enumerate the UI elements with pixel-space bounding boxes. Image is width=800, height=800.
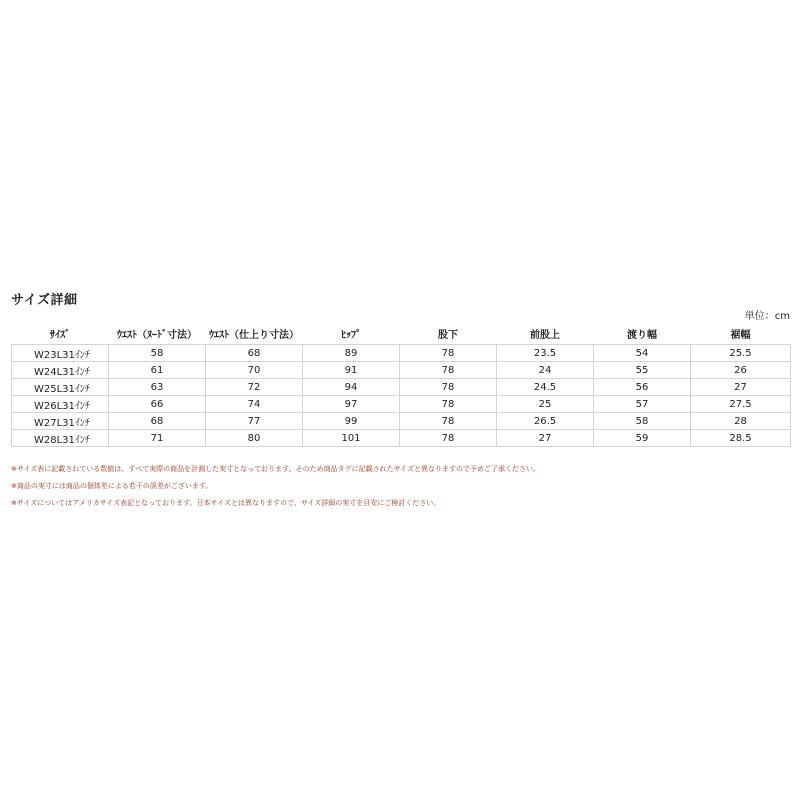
header-hem-width: 裾幅: [730, 329, 751, 341]
table-cell: 63: [109, 379, 206, 396]
table-cell: 78: [400, 396, 497, 413]
table-cell: W28L31ｲﾝﾁ: [12, 430, 109, 447]
table-cell: 59: [594, 430, 691, 447]
table-cell: 91: [303, 362, 400, 379]
table-cell: 68: [206, 345, 303, 362]
table-cell: 74: [206, 396, 303, 413]
table-row: [12, 430, 791, 447]
header-thigh-width: 渡り幅: [627, 329, 657, 341]
table-cell: W23L31ｲﾝﾁ: [12, 345, 109, 362]
table-cell: W25L31ｲﾝﾁ: [12, 379, 109, 396]
table-cell: 28.5: [691, 430, 791, 447]
notes-section: [11, 461, 791, 512]
table-cell: W24L31ｲﾝﾁ: [12, 362, 109, 379]
table-cell: 94: [303, 379, 400, 396]
table-cell: 99: [303, 413, 400, 430]
table-cell: W26L31ｲﾝﾁ: [12, 396, 109, 413]
table-cell: 28: [691, 413, 791, 430]
table-cell: 24.5: [497, 379, 594, 396]
table-cell: 66: [109, 396, 206, 413]
table-cell: 56: [594, 379, 691, 396]
table-cell: 24: [497, 362, 594, 379]
header-hip: ﾋｯﾌﾟ: [341, 329, 361, 341]
table-cell: 78: [400, 430, 497, 447]
table-cell: 77: [206, 413, 303, 430]
table-row: [12, 396, 791, 413]
table-cell: 27: [497, 430, 594, 447]
table-cell: 78: [400, 362, 497, 379]
table-cell: 58: [594, 413, 691, 430]
table-cell: 78: [400, 345, 497, 362]
table-cell: 25: [497, 396, 594, 413]
table-header-row: [12, 322, 791, 345]
table-cell: 61: [109, 362, 206, 379]
table-cell: 23.5: [497, 345, 594, 362]
table-row: [12, 362, 791, 379]
table-cell: 26.5: [497, 413, 594, 430]
table-row: [12, 379, 791, 396]
header-waist-finished: ｳｴｽﾄ（仕上り寸法）: [209, 329, 299, 341]
table-cell: 27.5: [691, 396, 791, 413]
note-us-sizing: ※サイズについてはアメリカサイズ表記となっております。日本サイズとは異なりますので、サイズ詳細の実寸を目安にご検討ください。: [11, 499, 441, 507]
header-front-rise: 前股上: [530, 329, 560, 341]
table-cell: 71: [109, 430, 206, 447]
table-cell: 25.5: [691, 345, 791, 362]
table-cell: 54: [594, 345, 691, 362]
table-cell: 97: [303, 396, 400, 413]
table-cell: 80: [206, 430, 303, 447]
table-cell: 57: [594, 396, 691, 413]
table-cell: 89: [303, 345, 400, 362]
table-cell: 58: [109, 345, 206, 362]
table-cell: 70: [206, 362, 303, 379]
table-cell: 26: [691, 362, 791, 379]
note-measurement: ※サイズ表に記載されている数値は、すべて実際の商品を計測した実寸となっております。そのため商品タグに記載されたサイズと異なりますので予めご了承ください。: [11, 465, 541, 473]
table-cell: W27L31ｲﾝﾁ: [12, 413, 109, 430]
table-cell: 78: [400, 379, 497, 396]
table-cell: 55: [594, 362, 691, 379]
size-table: [11, 322, 791, 447]
header-waist-nude: ｳｴｽﾄ（ﾇｰﾄﾞ寸法）: [117, 329, 197, 341]
section-title: サイズ詳細: [11, 293, 78, 308]
note-individual-difference: ※商品の実寸には商品の個体差による若干の誤差がございます。: [11, 482, 213, 490]
table-cell: 78: [400, 413, 497, 430]
unit-label: 単位：cm: [744, 311, 790, 322]
header-inseam: 股下: [438, 329, 458, 341]
header-size: ｻｲｽﾞ: [50, 329, 70, 341]
table-row: [12, 345, 791, 362]
table-row: [12, 413, 791, 430]
table-cell: 72: [206, 379, 303, 396]
table-cell: 68: [109, 413, 206, 430]
table-cell: 27: [691, 379, 791, 396]
table-cell: 101: [303, 430, 400, 447]
